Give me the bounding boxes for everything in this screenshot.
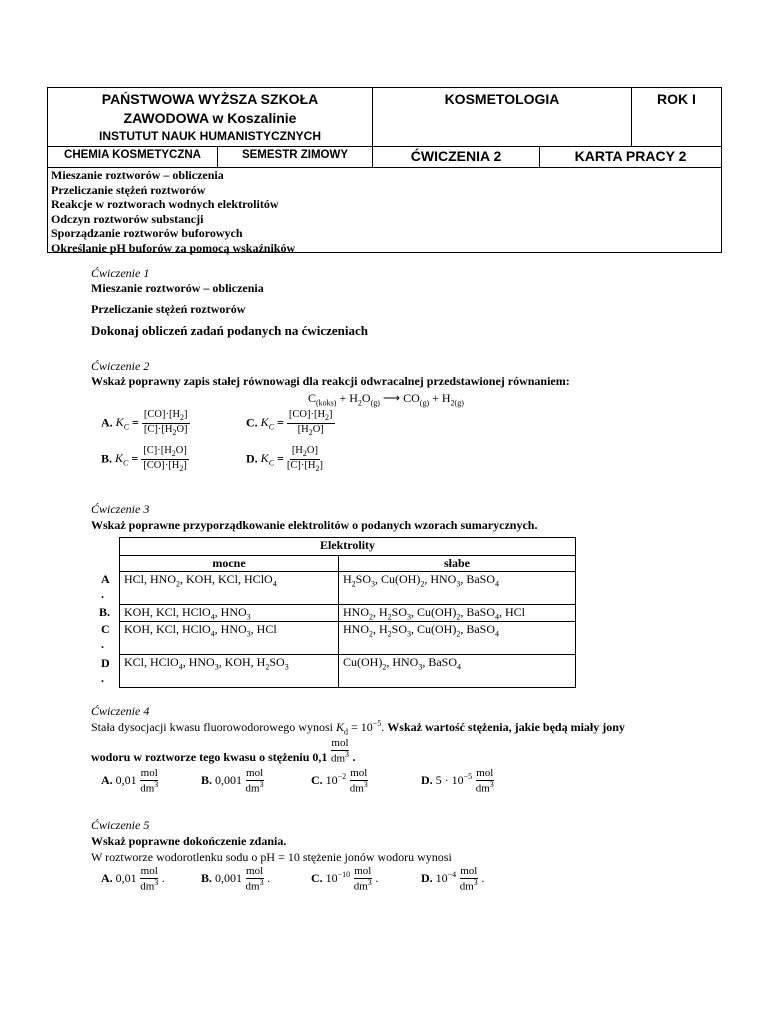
- topic-item: Przeliczanie stężeń roztworów: [51, 182, 206, 197]
- exercise-4-line2: wodoru w roztworze tego kwasu o stężeniu 0,1 $\frac{\text{mol}}{dm^3}$ .: [91, 737, 356, 765]
- study-year: ROK I: [657, 91, 696, 107]
- worksheet-number: KARTA PRACY 2: [574, 148, 687, 164]
- option-c[interactable]: C. $K_C$ = $\frac{[CO]\cdot[H_2]}{[H_2O]}$: [246, 409, 333, 438]
- option-d[interactable]: D. $K_C$ = $\frac{[H_2O]}{[C]\cdot[H_2]}$: [246, 445, 323, 474]
- ex4-option-a[interactable]: A. 0,01 $\frac{\text{mol}}{dm^3}$: [101, 767, 159, 795]
- option-a[interactable]: A. $K_C$ = $\frac{[CO]\cdot[H_2]}{[C]\cdot[H_2O]}$: [101, 409, 188, 438]
- topic-item: Określanie pH buforów za pomocą wskaźników: [51, 240, 296, 255]
- school-name-line2: ZAWODOWA w Koszalinie: [123, 110, 297, 126]
- weak-cell: $H_2SO_3$, $Cu(OH)_2$, $HNO_3$, BaSO$_4$: [339, 572, 576, 605]
- reaction-equation: $C_{(koks)} + H_2O_{(g)}$ ⟶ $CO_{(g)} + H_{2(g)}$: [308, 391, 464, 408]
- topics-list: [51, 168, 295, 255]
- weak-cell: $Cu(OH)_2$, $HNO_3$, BaSO$_4$: [339, 655, 576, 688]
- ex4-option-c[interactable]: C. $10^{-2}$ $\frac{\text{mol}}{dm^3}$: [311, 767, 368, 795]
- row-label-a: A .: [101, 572, 110, 601]
- weak-cell: $HNO_2$, $H_2SO_3$, $Cu(OH)_2$, BaSO$_4$: [339, 622, 576, 655]
- ex4-option-b[interactable]: B. 0,001 $\frac{\text{mol}}{dm^3}$: [201, 767, 264, 795]
- table-row[interactable]: [120, 655, 576, 688]
- weak-cell: $HNO_2$, $H_2SO_3$, $Cu(OH)_2$, BaSO$_4$, HCl: [339, 605, 576, 622]
- column-header-strong: mocne: [120, 556, 339, 572]
- exercise-5-title: Ćwiczenie 5: [91, 818, 150, 832]
- strong-cell: KCl, HClO$_4$, $HNO_3$, KOH, $H_2SO_3$: [120, 655, 339, 688]
- table-row[interactable]: [120, 572, 576, 605]
- strong-cell: HCl, $HNO_2$, KOH, KCl, HClO$_4$: [120, 572, 339, 605]
- table-row[interactable]: [120, 622, 576, 655]
- school-name-line1: PAŃSTWOWA WYŻSZA SZKOŁA: [101, 91, 319, 107]
- exercise-1-line3: Dokonaj obliczeń zadań podanych na ćwiczeniach: [91, 323, 368, 338]
- ex4-option-d[interactable]: D. $5 \cdot 10^{-5}$ $\frac{\text{mol}}{dm^3}$: [421, 767, 494, 795]
- table-title: Elektrolity: [120, 538, 576, 556]
- row-label-c: C .: [101, 622, 110, 651]
- exercise-2-question: Wskaż poprawny zapis stałej równowagi dla reakcji odwracalnej przedstawionej równaniem:: [91, 374, 570, 388]
- table-row[interactable]: [120, 605, 576, 622]
- ex5-option-a[interactable]: A. 0,01 $\frac{\text{mol}}{dm^3}$ .: [101, 865, 165, 893]
- exercise-4-title: Ćwiczenie 4: [91, 704, 150, 718]
- exercise-number: ĆWICZENIA 2: [410, 148, 502, 164]
- exercise-2-title: Ćwiczenie 2: [91, 359, 150, 373]
- topic-item: Odczyn roztworów substancji: [51, 211, 204, 226]
- option-b[interactable]: B. $K_C$ = $\frac{[C]\cdot[H_2O]}{[CO]\cdot[H_2]}$: [101, 445, 187, 474]
- field-of-study: KOSMETOLOGIA: [444, 91, 560, 107]
- ex5-option-d[interactable]: D. $10^{-4}$ $\frac{\text{mol}}{dm^3}$ .: [421, 865, 485, 893]
- exercise-5-question: Wskaż poprawne dokończenie zdania.: [91, 834, 287, 848]
- subject-name: CHEMIA KOSMETYCZNA: [64, 149, 201, 161]
- ex5-option-c[interactable]: C. $10^{-10}$ $\frac{\text{mol}}{dm^3}$ .: [311, 865, 379, 893]
- topic-item: Mieszanie roztworów – obliczenia: [51, 168, 224, 182]
- exercise-3-title: Ćwiczenie 3: [91, 502, 150, 516]
- row-label-b: B.: [99, 605, 111, 619]
- topic-item: Reakcje w roztworach wodnych elektrolitów: [51, 197, 279, 211]
- row-label-d: D .: [101, 656, 110, 685]
- exercise-1-line2: Przeliczanie stężeń roztworów: [91, 302, 246, 316]
- strong-cell: KOH, KCl, HClO$_4$, $HNO_3$, HCl: [120, 622, 339, 655]
- strong-cell: KOH, KCl, HClO$_4$, $HNO_3$: [120, 605, 339, 622]
- column-header-weak: słabe: [339, 556, 576, 572]
- exercise-4-line1: Stała dysocjacji kwasu fluorowodorowego wynosi $K_d = 10^{-5}$. Wskaż wartość stężenia, jakie będą miały jony: [91, 719, 625, 737]
- exercise-1-title: Ćwiczenie 1: [91, 266, 150, 280]
- institute-name: INSTUTUT NAUK HUMANISTYCZNYCH: [99, 129, 321, 143]
- exercise-1-line1: Mieszanie roztworów – obliczenia: [91, 281, 264, 295]
- exercise-3-question: Wskaż poprawne przyporządkowanie elektrolitów o podanych wzorach sumarycznych.: [91, 518, 538, 532]
- electrolytes-table: [119, 537, 576, 688]
- topic-item: Sporządzanie roztworów buforowych: [51, 226, 243, 240]
- semester-name: SEMESTR ZIMOWY: [241, 149, 349, 161]
- exercise-5-text: W roztworze wodorotlenku sodu o pH = 10 stężenie jonów wodoru wynosi: [91, 850, 452, 864]
- ex5-option-b[interactable]: B. 0,001 $\frac{\text{mol}}{dm^3}$ .: [201, 865, 271, 893]
